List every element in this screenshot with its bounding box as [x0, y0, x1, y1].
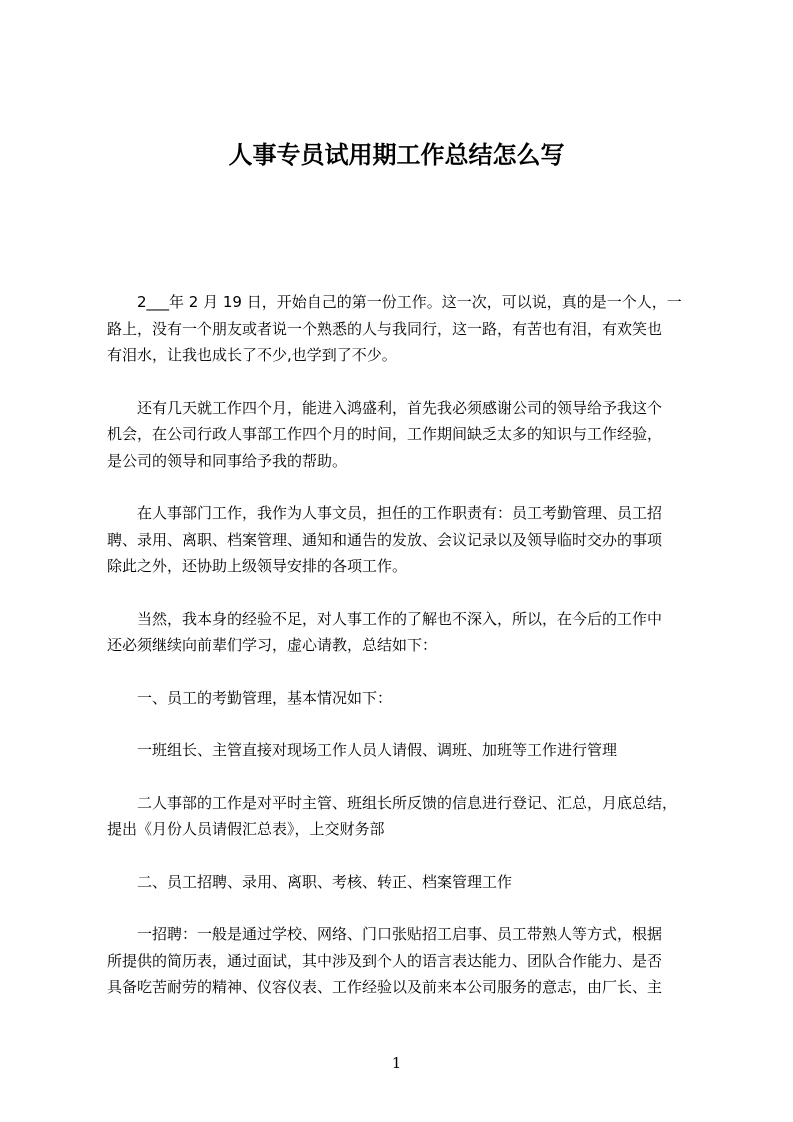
paragraph-line: 聘、录用、离职、档案管理、通知和通告的发放、会议记录以及领导临时交办的事项 [107, 530, 663, 549]
paragraph [107, 395, 712, 475]
paragraph-line: 有泪水，让我也成长了不少,也学到了不少。 [107, 346, 397, 364]
paragraph-line: 一、员工的考勤管理，基本情况如下： [137, 688, 393, 707]
paragraph-line: 当然，我本身的经验不足，对人事工作的了解也不深入，所以，在今后的工作中 [137, 609, 663, 628]
paragraph-line: 机会，在公司行政人事部工作四个月的时间，工作期间缺乏太多的知识与工作经验， [107, 425, 663, 443]
page-title: 人事专员试用期工作总结怎么写 [228, 141, 565, 169]
paragraph-line: 一班组长、主管直接对现场工作人员人请假、调班、加班等工作进行管理 [137, 741, 618, 759]
paragraph [107, 500, 712, 580]
section-heading [107, 869, 712, 896]
paragraph [107, 737, 712, 764]
document-body [107, 289, 712, 1027]
paragraph-line: 还必须继续向前辈们学习，虚心请教，总结如下： [107, 636, 438, 654]
paragraph-line: 二人事部的工作是对平时主管、班组长所反馈的信息进行登记、汇总，月底总结， [137, 793, 678, 812]
paragraph-line: 2___年 2 月 19 日，开始自己的第一份工作。这一次，可以说，真的是一个人，一 [137, 293, 682, 311]
section-heading [107, 685, 712, 712]
page-number: 1 [391, 1054, 402, 1072]
paragraph-line: 路上，没有一个朋友或者说一个熟悉的人与我同行，这一路，有苦也有泪，有欢笑也 [107, 319, 663, 338]
paragraph [107, 790, 712, 843]
paragraph-line: 一招聘：一般是通过学校、网络、门口张贴招工启事、员工带熟人等方式，根据 [137, 925, 663, 943]
paragraph-line: 是公司的领导和同事给予我的帮助。 [107, 451, 348, 470]
paragraph-line: 所提供的简历表，通过面试，其中涉及到个人的语言表达能力、团队合作能力、是否 [107, 951, 663, 970]
paragraph-line: 除此之外，还协助上级领导安排的各项工作。 [107, 557, 408, 575]
paragraph-line: 提出《月份人员请假汇总表》，上交财务部 [107, 820, 385, 838]
paragraph-line: 二、员工招聘、录用、离职、考核、转正、档案管理工作 [137, 872, 513, 891]
paragraph [107, 606, 712, 659]
paragraph-line: 在人事部门工作，我作为人事文员，担任的工作职责有：员工考勤管理、员工招 [137, 504, 663, 522]
paragraph [107, 289, 712, 369]
paragraph-line: 具备吃苦耐劳的精神、仪容仪表、工作经验以及前来本公司服务的意志，由厂长、主 [107, 978, 663, 996]
paragraph-line: 还有几天就工作四个月，能进入鸿盛利，首先我必须感谢公司的领导给予我这个 [137, 398, 663, 417]
paragraph [107, 921, 712, 1001]
